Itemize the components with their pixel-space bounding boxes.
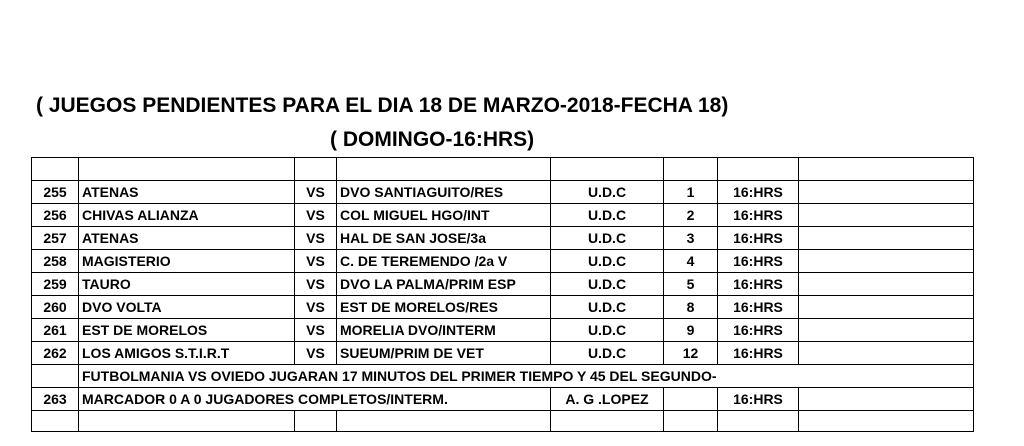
venue: U.D.C <box>551 181 664 204</box>
empty-cell <box>664 411 718 432</box>
home-team: CHIVAS ALIANZA <box>79 204 295 227</box>
venue: A. G .LOPEZ <box>551 388 664 411</box>
vs-label: VS <box>295 250 337 273</box>
match-time: 16:HRS <box>718 181 799 204</box>
empty-cell <box>551 411 664 432</box>
field-number: 5 <box>664 273 718 296</box>
table-row-blank-header <box>32 158 974 181</box>
field-number: 9 <box>664 319 718 342</box>
venue: U.D.C <box>551 204 664 227</box>
away-team: DVO SANTIAGUITO/RES <box>337 181 551 204</box>
match-time: 16:HRS <box>718 342 799 365</box>
empty-cell <box>799 296 974 319</box>
table-row-note <box>32 365 974 388</box>
vs-label: VS <box>295 181 337 204</box>
empty-cell <box>337 411 551 432</box>
vs-label: VS <box>295 296 337 319</box>
home-team: EST DE MORELOS <box>79 319 295 342</box>
match-time: 16:HRS <box>718 296 799 319</box>
vs-label: VS <box>295 273 337 296</box>
home-team: DVO VOLTA <box>79 296 295 319</box>
field-number: 2 <box>664 204 718 227</box>
note-text: FUTBOLMANIA VS OVIEDO JUGARAN 17 MINUTOS DEL PRIMER TIEMPO Y 45 DEL SEGUNDO- <box>79 365 974 388</box>
empty-cell <box>32 411 79 432</box>
fixtures-table <box>31 157 974 432</box>
empty-cell <box>32 365 79 388</box>
venue: U.D.C <box>551 342 664 365</box>
home-team: MAGISTERIO <box>79 250 295 273</box>
empty-cell <box>799 250 974 273</box>
page-title: ( JUEGOS PENDIENTES PARA EL DIA 18 DE MARZO-2018-FECHA 18) <box>36 94 729 117</box>
match-time: 16:HRS <box>718 273 799 296</box>
vs-label: VS <box>295 319 337 342</box>
empty-cell <box>799 342 974 365</box>
match-number: 257 <box>32 227 79 250</box>
away-team: MORELIA DVO/INTERM <box>337 319 551 342</box>
special-match-text: MARCADOR 0 A 0 JUGADORES COMPLETOS/INTERM. <box>79 388 551 411</box>
match-time: 16:HRS <box>718 319 799 342</box>
field-number: 3 <box>664 227 718 250</box>
table-row <box>32 250 974 273</box>
vs-label: VS <box>295 204 337 227</box>
venue: U.D.C <box>551 227 664 250</box>
empty-cell <box>799 204 974 227</box>
match-number: 263 <box>32 388 79 411</box>
away-team: SUEUM/PRIM DE VET <box>337 342 551 365</box>
table-row <box>32 296 974 319</box>
home-team: ATENAS <box>79 181 295 204</box>
match-time: 16:HRS <box>718 204 799 227</box>
table-row <box>32 319 974 342</box>
table-row <box>32 227 974 250</box>
match-number: 256 <box>32 204 79 227</box>
empty-cell <box>799 181 974 204</box>
table-row <box>32 273 974 296</box>
venue: U.D.C <box>551 273 664 296</box>
match-number: 261 <box>32 319 79 342</box>
vs-label: VS <box>295 342 337 365</box>
empty-cell <box>718 411 799 432</box>
table-row <box>32 181 974 204</box>
match-time: 16:HRS <box>718 227 799 250</box>
match-number: 255 <box>32 181 79 204</box>
empty-cell <box>295 411 337 432</box>
field-number: 12 <box>664 342 718 365</box>
away-team: COL MIGUEL HGO/INT <box>337 204 551 227</box>
table-row-blank <box>32 411 974 432</box>
table-row <box>32 342 974 365</box>
match-time: 16:HRS <box>718 388 799 411</box>
empty-cell <box>799 319 974 342</box>
away-team: DVO LA PALMA/PRIM ESP <box>337 273 551 296</box>
venue: U.D.C <box>551 319 664 342</box>
field-number: 4 <box>664 250 718 273</box>
away-team: C. DE TEREMENDO /2a V <box>337 250 551 273</box>
away-team: EST DE MORELOS/RES <box>337 296 551 319</box>
table-row-special <box>32 388 974 411</box>
home-team: TAURO <box>79 273 295 296</box>
venue: U.D.C <box>551 296 664 319</box>
empty-cell <box>799 411 974 432</box>
empty-cell <box>79 411 295 432</box>
field-number: 1 <box>664 181 718 204</box>
vs-label: VS <box>295 227 337 250</box>
match-time: 16:HRS <box>718 250 799 273</box>
empty-cell <box>664 388 718 411</box>
home-team: ATENAS <box>79 227 295 250</box>
page-subtitle: ( DOMINGO-16:HRS) <box>330 128 535 151</box>
table-row <box>32 204 974 227</box>
match-number: 259 <box>32 273 79 296</box>
venue: U.D.C <box>551 250 664 273</box>
match-number: 262 <box>32 342 79 365</box>
away-team: HAL DE SAN JOSE/3a <box>337 227 551 250</box>
home-team: LOS AMIGOS S.T.I.R.T <box>79 342 295 365</box>
match-number: 258 <box>32 250 79 273</box>
empty-cell <box>799 273 974 296</box>
empty-cell <box>799 227 974 250</box>
match-number: 260 <box>32 296 79 319</box>
empty-cell <box>799 388 974 411</box>
field-number: 8 <box>664 296 718 319</box>
